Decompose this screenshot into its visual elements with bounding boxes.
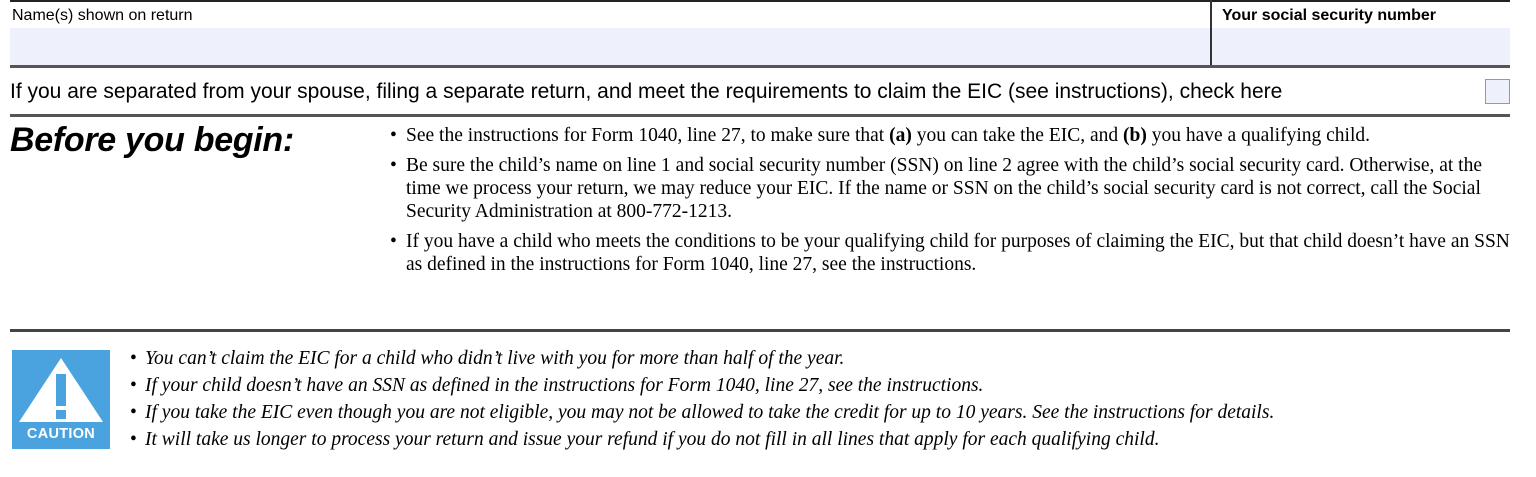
bullet: • — [130, 348, 137, 369]
item-text: If your child doesn’t have an SSN as defined in the instructions for Form 1040, line 27, see the instructions. — [145, 375, 984, 396]
list-item — [130, 345, 1274, 372]
ssn-input[interactable] — [1212, 28, 1510, 66]
item-text: See the instructions for Form 1040, line 27, to make sure that — [406, 125, 890, 146]
item-text: Be sure the child’s name on line 1 and social security number (SSN) on line 2 agree with the child’s social security card. Otherwise, at the time we process your return, we may reduce your EIC. If the name or SSN on the child’s social security card is not correct, call the Social Security Administration at 800-772-1213. — [406, 155, 1482, 222]
before-you-begin-title: Before you begin: — [10, 121, 294, 159]
bullet: • — [390, 125, 397, 146]
name-label: Name(s) shown on return — [12, 7, 193, 24]
item-text: you can take the EIC, and — [911, 125, 1124, 146]
bullet: • — [130, 375, 137, 396]
list-item — [130, 372, 1274, 399]
divider — [10, 329, 1510, 332]
list-item — [390, 230, 1515, 276]
separated-spouse-checkbox[interactable] — [1485, 79, 1510, 104]
caution-list — [130, 345, 1274, 453]
before-you-begin-list — [390, 124, 1515, 283]
divider — [10, 65, 1510, 68]
separated-spouse-text: If you are separated from your spouse, filing a separate return, and meet the requirements to claim the EIC (see instructions), check here — [10, 80, 1283, 103]
item-text: You can’t claim the EIC for a child who didn’t live with you for more than half of the year. — [145, 348, 845, 369]
list-item — [390, 124, 1515, 147]
bullet: • — [390, 231, 397, 252]
item-text: If you take the EIC even though you are not eligible, you may not be allowed to take the credit for up to 10 years. See the instructions for details. — [145, 402, 1275, 423]
item-text-bold: (b) — [1123, 125, 1147, 146]
bullet: • — [390, 155, 397, 176]
name-field-cell — [10, 2, 1210, 66]
bullet: • — [130, 429, 137, 450]
divider — [10, 114, 1510, 117]
item-text: It will take us longer to process your return and issue your refund if you do not fill in all lines that apply for each qualifying child. — [145, 429, 1160, 450]
caution-icon — [12, 350, 110, 449]
item-text: you have a qualifying child. — [1146, 125, 1370, 146]
list-item — [390, 154, 1515, 223]
ssn-label: Your social security number — [1222, 7, 1436, 24]
caution-label: CAUTION — [26, 426, 96, 442]
ssn-field-cell — [1212, 2, 1510, 66]
item-text: If you have a child who meets the conditions to be your qualifying child for purposes of claiming the EIC, but that child doesn’t have an SSN as defined in the instructions for Form 1040, line 27, see the instructions. — [406, 231, 1510, 275]
name-input[interactable] — [10, 28, 1210, 66]
item-text-bold: (a) — [889, 125, 912, 146]
list-item — [130, 399, 1274, 426]
list-item — [130, 426, 1274, 453]
bullet: • — [130, 402, 137, 423]
